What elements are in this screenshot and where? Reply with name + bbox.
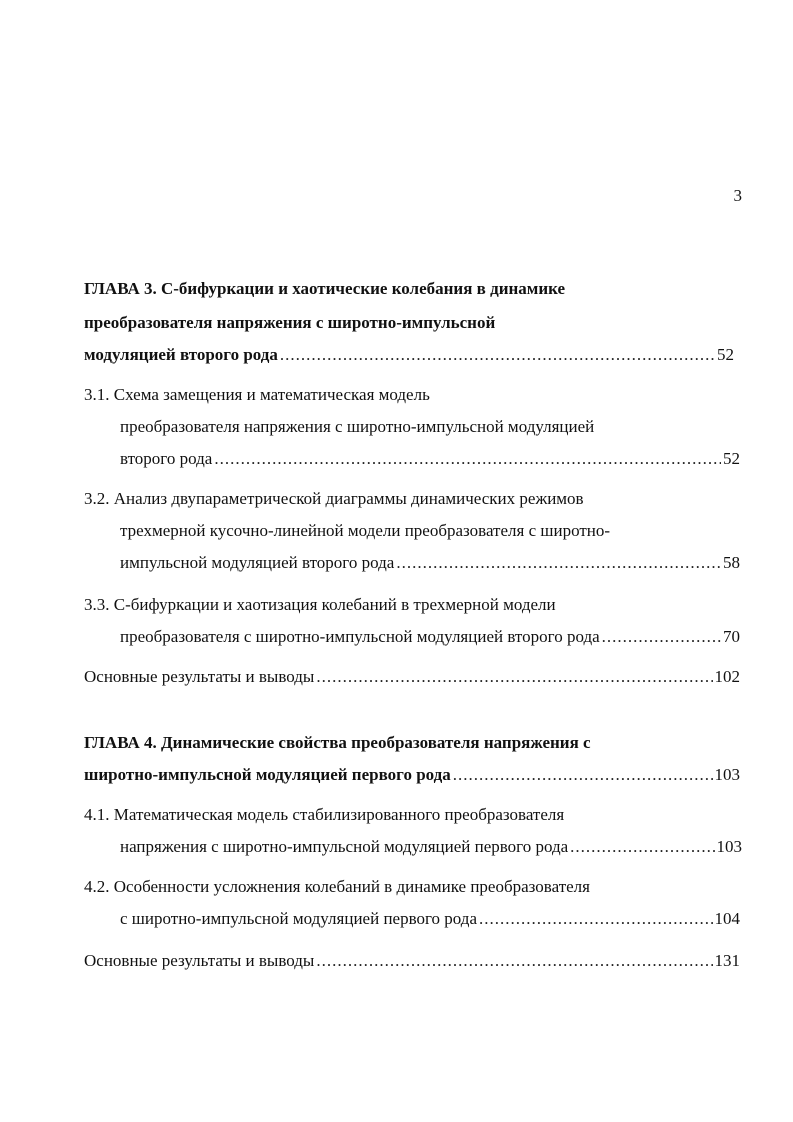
chapter4-title-line2-text: широтно-импульсной модуляцией первого рода	[84, 765, 451, 784]
chapter3-title-line2: преобразователя напряжения с широтно-импульсной	[84, 313, 496, 332]
chapter3-title-line3-text: модуляцией второго рода	[84, 345, 278, 364]
chapter4-title-line2[interactable]	[84, 764, 740, 786]
section-3-3-entry[interactable]	[120, 626, 740, 648]
section-4-2-line1: 4.2. Особенности усложнения колебаний в динамике преобразователя	[84, 877, 590, 896]
section-3-3-page: 70	[723, 627, 740, 646]
section-3-2-line2: трехмерной кусочно-линейной модели преобразователя с широтно-	[120, 521, 611, 540]
section-3-2-entry[interactable]	[120, 552, 740, 574]
dot-leader	[453, 764, 713, 786]
dot-leader	[316, 666, 712, 688]
section-4-1-line2: напряжения с широтно-импульсной модуляцией первого рода	[120, 837, 569, 856]
section-3-2-page: 58	[723, 553, 740, 572]
section-3-1-line3: второго рода	[120, 449, 213, 468]
section-3-1-entry[interactable]	[120, 448, 740, 470]
chapter4-title-line1: ГЛАВА 4. Динамические свойства преобразователя напряжения с	[84, 733, 591, 752]
section-3-3-line1: 3.3. С-бифуркации и хаотизация колебаний в трехмерной модели	[84, 595, 556, 614]
chapter3-results-text: Основные результаты и выводы	[84, 667, 315, 686]
section-4-1-line1: 4.1. Математическая модель стабилизированного преобразователя	[84, 805, 565, 824]
page-number: 3	[733, 186, 742, 205]
chapter4-results-entry[interactable]	[84, 950, 740, 972]
dot-leader	[602, 626, 721, 648]
chapter4-results-text: Основные результаты и выводы	[84, 951, 315, 970]
chapter3-results-entry[interactable]	[84, 666, 740, 688]
section-4-1-entry[interactable]	[120, 836, 742, 858]
section-4-1-page: 103	[716, 837, 742, 856]
chapter3-title-line1: ГЛАВА 3. С-бифуркации и хаотические колебания в динамике	[84, 279, 566, 298]
section-3-2-line1: 3.2. Анализ двупараметрической диаграммы динамических режимов	[84, 489, 584, 508]
chapter4-results-page: 131	[714, 951, 740, 970]
section-3-2-line3: импульсной модуляцией второго рода	[120, 553, 395, 572]
chapter3-results-page: 102	[714, 667, 740, 686]
dot-leader	[316, 950, 712, 972]
section-3-1-line2: преобразователя напряжения с широтно-импульсной модуляцией	[120, 417, 595, 436]
dot-leader	[396, 552, 721, 574]
section-3-1-line1: 3.1. Схема замещения и математическая модель	[84, 385, 430, 404]
dot-leader	[570, 836, 714, 858]
section-3-3-line2: преобразователя с широтно-импульсной модуляцией второго рода	[120, 627, 600, 646]
dot-leader	[479, 908, 713, 930]
dot-leader	[280, 344, 715, 366]
chapter3-page: 52	[717, 345, 734, 364]
dot-leader	[214, 448, 721, 470]
chapter4-page: 103	[714, 765, 740, 784]
section-4-2-entry[interactable]	[120, 908, 740, 930]
section-4-2-line2: с широтно-импульсной модуляцией первого рода	[120, 909, 477, 928]
chapter3-title-line3[interactable]	[84, 344, 734, 366]
section-3-1-page: 52	[723, 449, 740, 468]
section-4-2-page: 104	[714, 909, 740, 928]
